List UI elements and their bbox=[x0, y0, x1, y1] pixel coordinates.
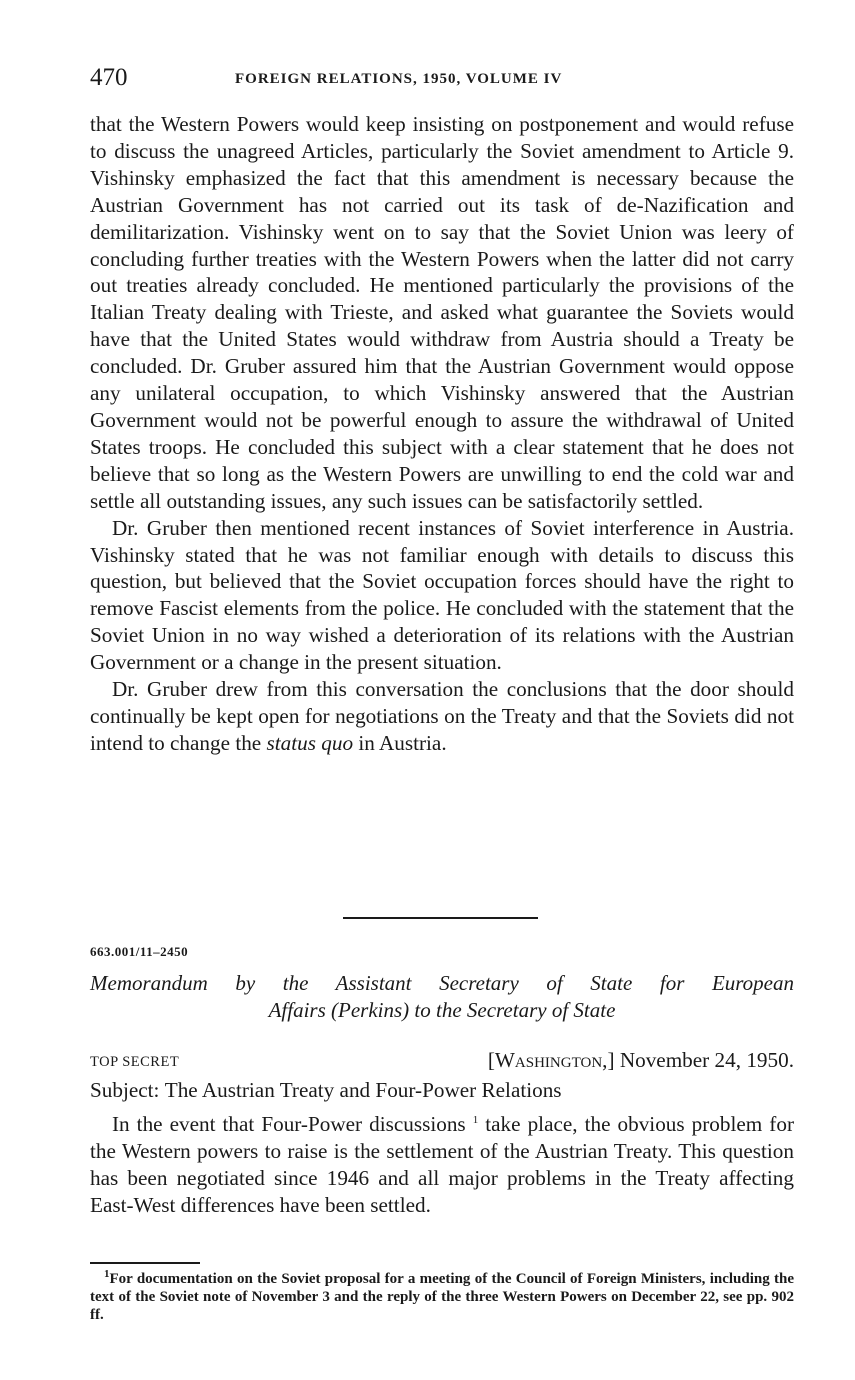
paragraph: In the event that Four-Power discussions $^1$ take place, the obvious problem for the Western powers to raise is the settlement of the Austrian Treaty. This question has been negotiated since 1946 and all major problems in the Treaty affecting East-West differences have been settled. bbox=[90, 1112, 795, 1217]
footnote-text: For documentation on the Soviet proposal for a meeting of the Council of Foreign Ministers, including the text of the Soviet note of November 3 and the reply of the three Western Powers on December 22, see pp. 902 ff. bbox=[90, 1271, 794, 1323]
section-divider bbox=[343, 917, 538, 919]
place: [Washington,] bbox=[487, 1048, 615, 1072]
footnote bbox=[90, 1270, 794, 1324]
date: November 24, 1950. bbox=[619, 1048, 794, 1072]
page-number: 470 bbox=[90, 64, 128, 91]
running-head-title: FOREIGN RELATIONS, 1950, VOLUME IV bbox=[235, 71, 563, 87]
italic-phrase: status quo bbox=[266, 730, 354, 755]
classification-label: TOP SECRET bbox=[90, 1054, 180, 1070]
running-head bbox=[90, 62, 795, 94]
footnote-divider bbox=[90, 1262, 200, 1264]
dateline bbox=[90, 1048, 794, 1078]
document-title bbox=[90, 970, 794, 1024]
document-title-line: Memorandum by the Assistant Secretary of State for European bbox=[90, 971, 794, 995]
subject-line bbox=[90, 1076, 794, 1104]
paragraph: Dr. Gruber drew from this conversation the conclusions that the door should continually be kept open for negotiations on the Treaty and that the Soviets did not intend to change the status quo in Austria. bbox=[90, 677, 794, 755]
date-line bbox=[488, 1048, 794, 1073]
paragraph: that the Western Powers would keep insisting on postponement and would refuse to discuss the unagreed Articles, particularly the Soviet amendment to Article 9. Vishinsky emphasized the fact that this amendment is necessary because the Austrian Government has not carried out its task of de-Nazification and demilitarization. Vishinsky went on to say that the Soviet Union was leery of concluding further treaties with the Western Powers when the latter did not carry out treaties already concluded. He mentioned particularly the provisions of the Italian Treaty dealing with Trieste, and asked what guarantee the Soviets would have that the United States would withdraw from Austria should a Treaty be concluded. Dr. Gruber assured him that the Austrian Government would oppose any unilateral occupation, to which Vishinsky answered that the Austrian Government would not be powerful enough to assure the withdrawal of United States troops. He concluded this subject with a clear statement that he does not believe that so long as the Western Powers are unwilling to end the cold war and settle all outstanding issues, any such issues can be satisfactorily settled. bbox=[90, 112, 794, 513]
subject-label: Subject: bbox=[90, 1078, 160, 1102]
paragraph: Dr. Gruber then mentioned recent instances of Soviet interference in Austria. Vishinsky stated that he was not familiar enough with details to discuss this question, but believed that the Soviet occupation forces should have the right to remove Fascist elements from the police. He concluded with the statement that the Soviet Union in no way wished a deterioration of its relations with the Austrian Government or a change in the present situation. bbox=[90, 515, 794, 675]
continued-text bbox=[90, 111, 794, 757]
document-title-line: Affairs (Perkins) to the Secretary of State bbox=[268, 998, 616, 1022]
subject-text: The Austrian Treaty and Four-Power Relations bbox=[164, 1078, 562, 1102]
memo-body bbox=[90, 1111, 794, 1219]
footnote-reference: 1 bbox=[472, 1113, 479, 1126]
file-number: 663.001/11–2450 bbox=[90, 944, 189, 959]
footnote-marker: 1 bbox=[104, 1268, 110, 1280]
